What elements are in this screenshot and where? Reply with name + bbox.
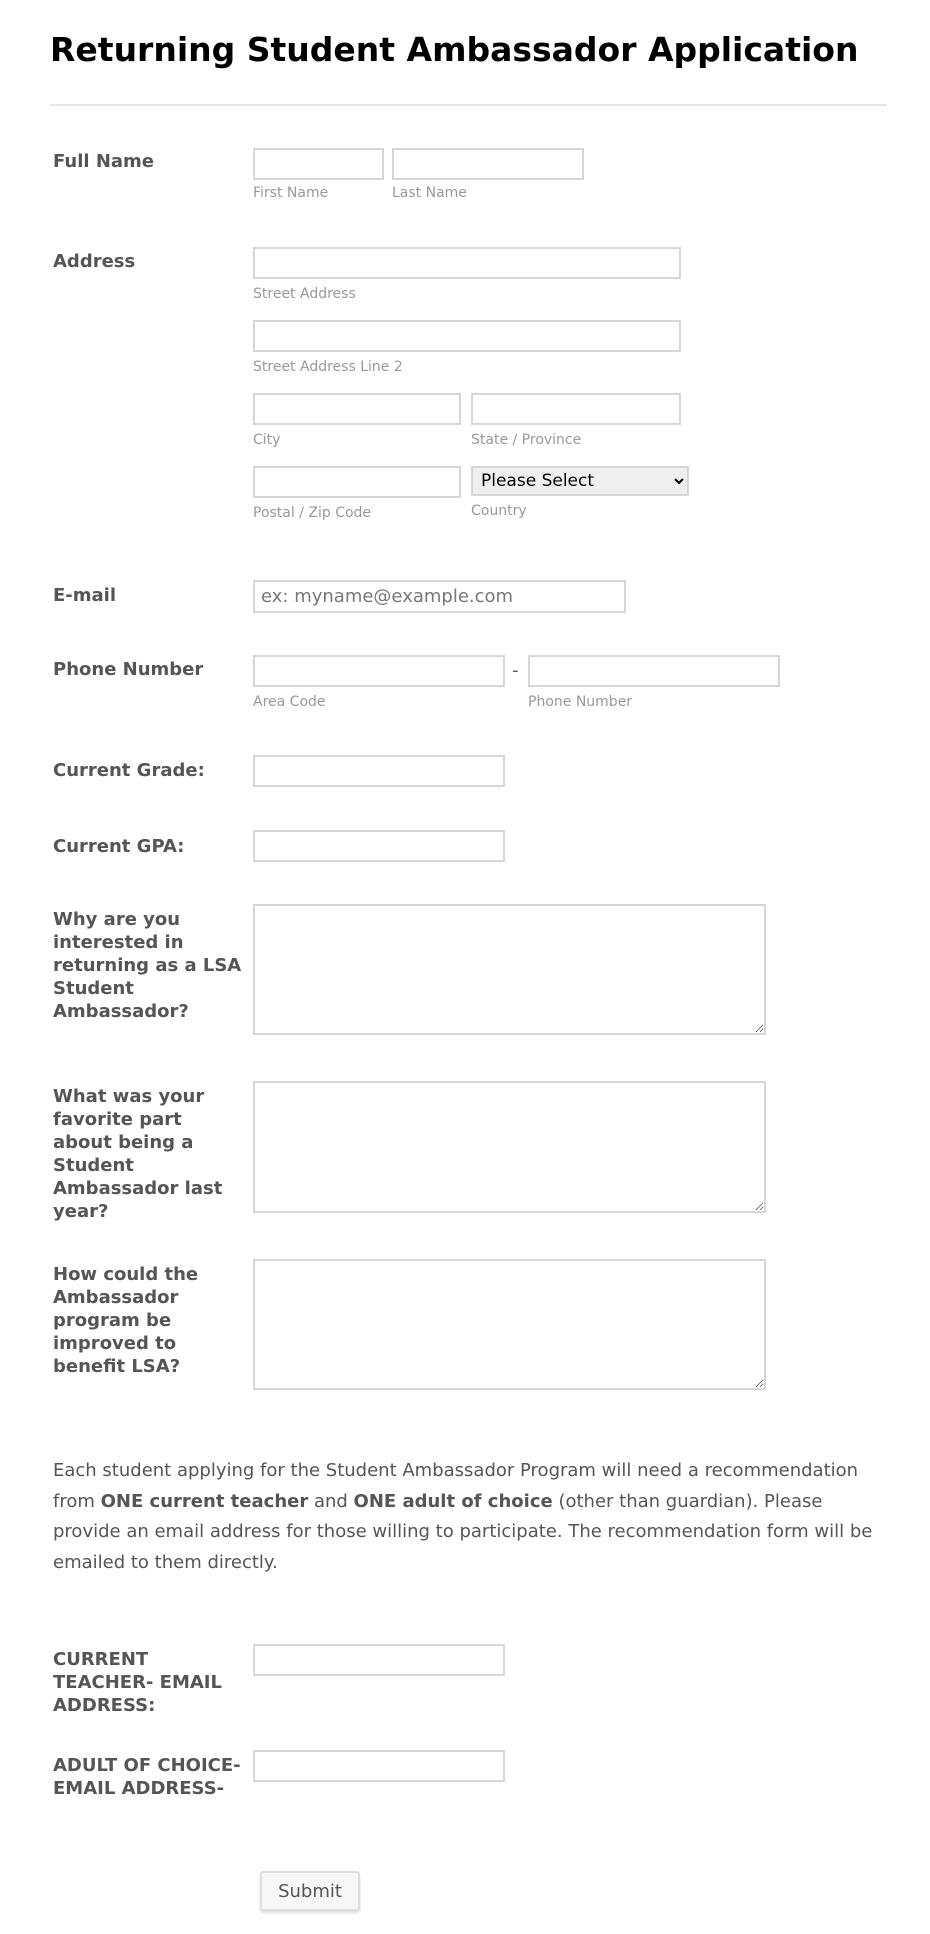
email-input[interactable] — [253, 580, 626, 613]
phone-number-input[interactable] — [528, 655, 780, 687]
street-address-line2-sublabel: Street Address Line 2 — [253, 359, 403, 375]
city-sublabel: City — [253, 432, 281, 448]
state-sublabel: State / Province — [471, 432, 582, 448]
phone-separator: - — [512, 660, 519, 681]
phone-number-sublabel: Phone Number — [528, 694, 633, 710]
street-address-sublabel: Street Address — [253, 286, 356, 302]
email-label: E-mail — [53, 585, 117, 606]
grade-label: Current Grade: — [53, 760, 205, 781]
grade-input[interactable] — [253, 755, 505, 787]
area-code-sublabel: Area Code — [253, 694, 326, 710]
info-text: and — [308, 1490, 354, 1512]
last-name-input[interactable] — [392, 148, 584, 180]
submit-button[interactable]: Submit — [260, 1871, 360, 1911]
country-sublabel: Country — [471, 503, 527, 519]
first-name-input[interactable] — [253, 148, 384, 180]
recommendation-info — [53, 1456, 893, 1578]
q2-textarea[interactable] — [253, 1081, 766, 1213]
adult-email-input[interactable] — [253, 1750, 505, 1782]
q2-label: What was your favorite part about being a Student Ambassador last year? — [53, 1086, 223, 1222]
info-text: Each student applying for the Student Ambassador Program will need a recommendation from — [53, 1460, 859, 1512]
info-bold-adult: ONE adult of choice — [353, 1490, 553, 1512]
last-name-sublabel: Last Name — [392, 185, 467, 201]
country-select[interactable] — [471, 466, 689, 496]
zip-sublabel: Postal / Zip Code — [253, 505, 372, 521]
gpa-label: Current GPA: — [53, 836, 185, 857]
q1-textarea[interactable] — [253, 904, 766, 1035]
q3-textarea[interactable] — [253, 1259, 766, 1390]
address-label: Address — [53, 251, 136, 272]
teacher-email-input[interactable] — [253, 1644, 505, 1676]
street-address-input[interactable] — [253, 247, 681, 279]
city-input[interactable] — [253, 393, 461, 425]
gpa-input[interactable] — [253, 830, 505, 862]
area-code-input[interactable] — [253, 655, 505, 687]
full-name-label: Full Name — [53, 151, 154, 172]
q1-label: Why are you interested in returning as a LSA Student Ambassador? — [53, 909, 242, 1022]
street-address-line2-input[interactable] — [253, 320, 681, 352]
divider — [50, 104, 887, 106]
phone-label: Phone Number — [53, 659, 204, 680]
q3-label: How could the Ambassador program be improved to benefit LSA? — [53, 1264, 199, 1377]
state-input[interactable] — [471, 393, 681, 425]
adult-email-label: ADULT OF CHOICE- EMAIL ADDRESS- — [53, 1755, 241, 1799]
zip-input[interactable] — [253, 466, 461, 498]
info-text: (other than guardian). Please provide an email address for those willing to participate. The recommendation form will be emailed to them directly. — [53, 1490, 873, 1573]
page-title: Returning Student Ambassador Application — [50, 30, 859, 69]
first-name-sublabel: First Name — [253, 185, 329, 201]
info-bold-teacher: ONE current teacher — [100, 1490, 309, 1512]
teacher-email-label: CURRENT TEACHER- EMAIL ADDRESS: — [53, 1649, 222, 1716]
